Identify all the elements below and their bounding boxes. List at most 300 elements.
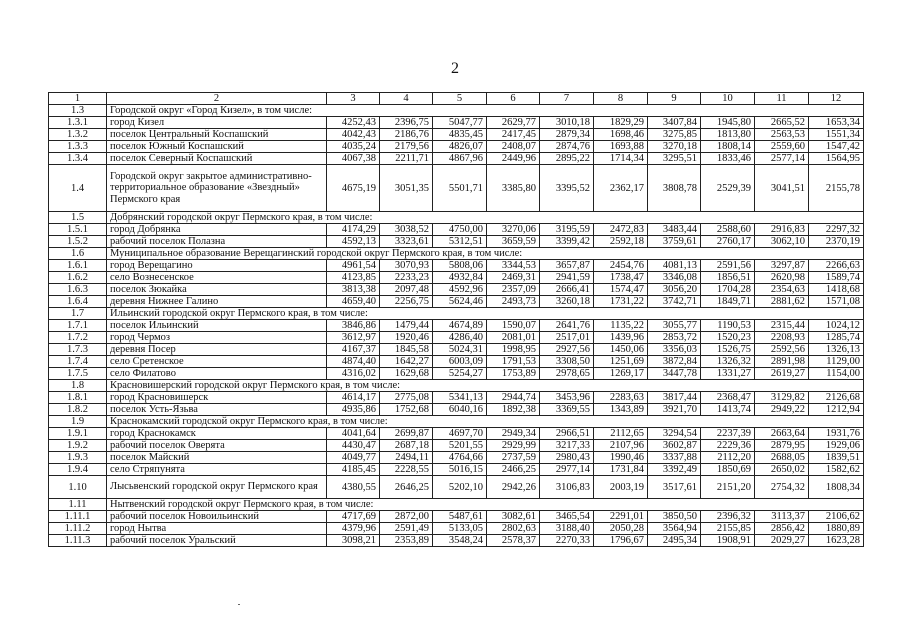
value-cell: 1574,47	[594, 284, 648, 296]
table-row	[49, 284, 864, 296]
value-cell: 1190,53	[701, 320, 755, 332]
value-cell: 2591,49	[380, 523, 433, 535]
value-cell: 5201,55	[433, 440, 487, 452]
row-name: поселок Южный Коспашский	[107, 141, 327, 153]
value-cell: 1564,95	[809, 153, 864, 165]
row-code: 1.3.4	[49, 153, 107, 165]
value-cell: 3010,18	[540, 117, 594, 129]
value-cell: 1931,76	[809, 428, 864, 440]
value-cell: 2619,27	[755, 368, 809, 380]
value-cell: 1731,84	[594, 464, 648, 476]
table-row	[49, 224, 864, 236]
value-cell: 3602,87	[648, 440, 701, 452]
table-row	[49, 153, 864, 165]
table-row	[49, 452, 864, 464]
value-cell: 1945,80	[701, 117, 755, 129]
value-cell: 2469,31	[487, 272, 540, 284]
value-cell: 4659,40	[327, 296, 380, 308]
value-cell: 2362,17	[594, 165, 648, 212]
value-cell: 2802,63	[487, 523, 540, 535]
value-cell: 1892,38	[487, 404, 540, 416]
value-cell: 2368,47	[701, 392, 755, 404]
value-cell: 2270,33	[540, 535, 594, 547]
value-cell: 2357,09	[487, 284, 540, 296]
value-cell: 3921,70	[648, 404, 701, 416]
row-code: 1.11	[49, 499, 107, 511]
value-cell: 3195,59	[540, 224, 594, 236]
value-cell: 2666,41	[540, 284, 594, 296]
value-cell: 1269,17	[594, 368, 648, 380]
value-cell: 2872,00	[380, 511, 433, 523]
section-title: Нытвенский городской округ Пермского края, в том числе:	[107, 499, 864, 511]
value-cell: 2097,48	[380, 284, 433, 296]
value-cell: 3564,94	[648, 523, 701, 535]
column-header: 12	[809, 93, 864, 105]
value-cell: 3323,61	[380, 236, 433, 248]
section-title: Красновишерский городской округ Пермского края, в том числе:	[107, 380, 864, 392]
row-name: село Вознесенское	[107, 272, 327, 284]
row-code: 1.5.2	[49, 236, 107, 248]
row-name: деревня Нижнее Галино	[107, 296, 327, 308]
table-row	[49, 368, 864, 380]
value-cell: 2107,96	[594, 440, 648, 452]
value-cell: 2408,07	[487, 141, 540, 153]
value-cell: 2699,87	[380, 428, 433, 440]
row-code: 1.7	[49, 308, 107, 320]
row-code: 1.7.4	[49, 356, 107, 368]
value-cell: 3041,51	[755, 165, 809, 212]
value-cell: 4717,69	[327, 511, 380, 523]
value-cell: 4961,54	[327, 260, 380, 272]
row-code: 1.9	[49, 416, 107, 428]
value-cell: 2396,75	[380, 117, 433, 129]
value-cell: 3062,10	[755, 236, 809, 248]
value-cell: 1326,32	[701, 356, 755, 368]
value-cell: 1212,94	[809, 404, 864, 416]
value-cell: 4035,24	[327, 141, 380, 153]
value-cell: 2916,83	[755, 224, 809, 236]
row-code: 1.3	[49, 105, 107, 117]
row-name: село Сретенское	[107, 356, 327, 368]
value-cell: 2112,65	[594, 428, 648, 440]
value-cell: 2629,77	[487, 117, 540, 129]
value-cell: 2775,08	[380, 392, 433, 404]
value-cell: 2494,11	[380, 452, 433, 464]
column-header: 8	[594, 93, 648, 105]
value-cell: 2353,89	[380, 535, 433, 547]
row-name: город Нытва	[107, 523, 327, 535]
table-row	[49, 272, 864, 284]
table-row	[49, 511, 864, 523]
value-cell: 2454,76	[594, 260, 648, 272]
row-code: 1.6.4	[49, 296, 107, 308]
value-cell: 4932,84	[433, 272, 487, 284]
row-code: 1.6.2	[49, 272, 107, 284]
value-cell: 2687,18	[380, 440, 433, 452]
value-cell: 4316,02	[327, 368, 380, 380]
value-cell: 3850,50	[648, 511, 701, 523]
value-cell: 2211,71	[380, 153, 433, 165]
value-cell: 1135,22	[594, 320, 648, 332]
row-code: 1.3.2	[49, 129, 107, 141]
column-header: 3	[327, 93, 380, 105]
section-title: Добрянский городской округ Пермского края, в том числе:	[107, 212, 864, 224]
row-name: село Стряпунята	[107, 464, 327, 476]
value-cell: 3872,84	[648, 356, 701, 368]
value-cell: 5202,10	[433, 476, 487, 499]
row-name: поселок Зюкайка	[107, 284, 327, 296]
value-cell: 2472,83	[594, 224, 648, 236]
section-row	[49, 416, 864, 428]
value-cell: 2229,36	[701, 440, 755, 452]
value-cell: 2449,96	[487, 153, 540, 165]
value-cell: 4874,40	[327, 356, 380, 368]
value-cell: 1551,34	[809, 129, 864, 141]
value-cell: 2874,76	[540, 141, 594, 153]
row-name: рабочий поселок Полазна	[107, 236, 327, 248]
value-cell: 5808,06	[433, 260, 487, 272]
value-cell: 4081,13	[648, 260, 701, 272]
value-cell: 2650,02	[755, 464, 809, 476]
value-cell: 3369,55	[540, 404, 594, 416]
value-cell: 3813,38	[327, 284, 380, 296]
value-cell: 2620,98	[755, 272, 809, 284]
row-code: 1.9.3	[49, 452, 107, 464]
value-cell: 1880,89	[809, 523, 864, 535]
row-code: 1.7.3	[49, 344, 107, 356]
value-cell: 4592,13	[327, 236, 380, 248]
value-cell: 4067,38	[327, 153, 380, 165]
scan-speck	[238, 604, 240, 605]
value-cell: 5341,13	[433, 392, 487, 404]
value-cell: 6040,16	[433, 404, 487, 416]
value-cell: 5254,27	[433, 368, 487, 380]
row-code: 1.6.1	[49, 260, 107, 272]
value-cell: 4674,89	[433, 320, 487, 332]
value-cell: 4123,85	[327, 272, 380, 284]
value-cell: 4167,37	[327, 344, 380, 356]
value-cell: 2592,56	[755, 344, 809, 356]
value-cell: 3407,84	[648, 117, 701, 129]
value-cell: 3356,03	[648, 344, 701, 356]
value-cell: 2895,22	[540, 153, 594, 165]
value-cell: 1704,28	[701, 284, 755, 296]
value-cell: 1479,44	[380, 320, 433, 332]
value-cell: 2297,32	[809, 224, 864, 236]
value-cell: 1589,74	[809, 272, 864, 284]
value-cell: 1808,34	[809, 476, 864, 499]
value-cell: 2155,85	[701, 523, 755, 535]
value-cell: 3548,24	[433, 535, 487, 547]
value-cell: 3742,71	[648, 296, 701, 308]
value-cell: 1752,68	[380, 404, 433, 416]
value-cell: 3129,82	[755, 392, 809, 404]
value-cell: 2591,56	[701, 260, 755, 272]
value-cell: 2354,63	[755, 284, 809, 296]
value-cell: 2256,75	[380, 296, 433, 308]
value-cell: 1808,14	[701, 141, 755, 153]
value-cell: 1623,28	[809, 535, 864, 547]
value-cell: 3308,50	[540, 356, 594, 368]
row-code: 1.11.2	[49, 523, 107, 535]
column-header: 11	[755, 93, 809, 105]
value-cell: 2112,20	[701, 452, 755, 464]
value-cell: 1813,80	[701, 129, 755, 141]
value-cell: 2495,34	[648, 535, 701, 547]
value-cell: 1998,95	[487, 344, 540, 356]
value-cell: 4049,77	[327, 452, 380, 464]
value-cell: 3113,37	[755, 511, 809, 523]
table-row	[49, 356, 864, 368]
value-cell: 1642,27	[380, 356, 433, 368]
value-cell: 3294,54	[648, 428, 701, 440]
table-row	[49, 236, 864, 248]
value-cell: 2966,51	[540, 428, 594, 440]
table-row	[49, 428, 864, 440]
value-cell: 1326,13	[809, 344, 864, 356]
table-row	[49, 476, 864, 499]
table-row	[49, 464, 864, 476]
value-cell: 4764,66	[433, 452, 487, 464]
value-cell: 2237,39	[701, 428, 755, 440]
value-cell: 3346,08	[648, 272, 701, 284]
value-cell: 2208,93	[755, 332, 809, 344]
value-cell: 4835,45	[433, 129, 487, 141]
table-row	[49, 332, 864, 344]
value-cell: 1920,46	[380, 332, 433, 344]
value-cell: 5016,15	[433, 464, 487, 476]
value-cell: 1833,46	[701, 153, 755, 165]
value-cell: 2466,25	[487, 464, 540, 476]
section-row	[49, 248, 864, 260]
section-row	[49, 212, 864, 224]
value-cell: 3395,52	[540, 165, 594, 212]
column-header: 1	[49, 93, 107, 105]
value-cell: 2081,01	[487, 332, 540, 344]
row-code: 1.4	[49, 165, 107, 212]
value-cell: 2517,01	[540, 332, 594, 344]
row-name: Городской округ закрытое административно-территориальное образование «Звездный» Пермского края	[107, 165, 327, 212]
value-cell: 2879,34	[540, 129, 594, 141]
value-cell: 1439,96	[594, 332, 648, 344]
value-cell: 4286,40	[433, 332, 487, 344]
value-cell: 4379,96	[327, 523, 380, 535]
value-cell: 2578,37	[487, 535, 540, 547]
value-cell: 2179,56	[380, 141, 433, 153]
row-name: рабочий поселок Оверята	[107, 440, 327, 452]
value-cell: 3038,52	[380, 224, 433, 236]
value-cell: 1129,00	[809, 356, 864, 368]
value-cell: 3217,33	[540, 440, 594, 452]
value-cell: 1024,12	[809, 320, 864, 332]
value-cell: 2737,59	[487, 452, 540, 464]
value-cell: 1526,75	[701, 344, 755, 356]
value-cell: 2186,76	[380, 129, 433, 141]
value-cell: 4935,86	[327, 404, 380, 416]
value-cell: 2003,19	[594, 476, 648, 499]
value-cell: 3612,97	[327, 332, 380, 344]
value-cell: 2646,25	[380, 476, 433, 499]
section-title: Ильинский городской округ Пермского края, в том числе:	[107, 308, 864, 320]
value-cell: 3808,78	[648, 165, 701, 212]
value-cell: 3260,18	[540, 296, 594, 308]
value-cell: 3297,87	[755, 260, 809, 272]
value-cell: 1839,51	[809, 452, 864, 464]
value-cell: 4185,45	[327, 464, 380, 476]
table-row	[49, 404, 864, 416]
value-cell: 1653,34	[809, 117, 864, 129]
value-cell: 2291,01	[594, 511, 648, 523]
value-cell: 2949,22	[755, 404, 809, 416]
row-code: 1.7.2	[49, 332, 107, 344]
value-cell: 1582,62	[809, 464, 864, 476]
value-cell: 1571,08	[809, 296, 864, 308]
value-cell: 2688,05	[755, 452, 809, 464]
value-cell: 3465,54	[540, 511, 594, 523]
value-cell: 1154,00	[809, 368, 864, 380]
value-cell: 3385,80	[487, 165, 540, 212]
value-cell: 4430,47	[327, 440, 380, 452]
value-cell: 2106,62	[809, 511, 864, 523]
table-row	[49, 129, 864, 141]
row-code: 1.9.2	[49, 440, 107, 452]
row-name: город Чермоз	[107, 332, 327, 344]
value-cell: 3055,77	[648, 320, 701, 332]
value-cell: 1590,07	[487, 320, 540, 332]
value-cell: 5624,46	[433, 296, 487, 308]
value-cell: 2942,26	[487, 476, 540, 499]
tariff-table	[48, 92, 864, 547]
value-cell: 3759,61	[648, 236, 701, 248]
value-cell: 2977,14	[540, 464, 594, 476]
table-row	[49, 117, 864, 129]
value-cell: 2396,32	[701, 511, 755, 523]
section-row	[49, 499, 864, 511]
value-cell: 2980,43	[540, 452, 594, 464]
value-cell: 2050,28	[594, 523, 648, 535]
value-cell: 3447,78	[648, 368, 701, 380]
value-cell: 4174,29	[327, 224, 380, 236]
value-cell: 2577,14	[755, 153, 809, 165]
value-cell: 2559,60	[755, 141, 809, 153]
value-cell: 2879,95	[755, 440, 809, 452]
value-cell: 1418,68	[809, 284, 864, 296]
row-name: город Краснокамск	[107, 428, 327, 440]
row-code: 1.11.3	[49, 535, 107, 547]
value-cell: 3517,61	[648, 476, 701, 499]
row-name: город Добрянка	[107, 224, 327, 236]
column-header: 2	[107, 93, 327, 105]
row-code: 1.10	[49, 476, 107, 499]
value-cell: 6003,09	[433, 356, 487, 368]
row-code: 1.3.1	[49, 117, 107, 129]
value-cell: 2978,65	[540, 368, 594, 380]
value-cell: 1285,74	[809, 332, 864, 344]
page-number: 2	[451, 60, 459, 77]
value-cell: 4380,55	[327, 476, 380, 499]
section-title: Краснокамский городской округ Пермского края, в том числе:	[107, 416, 864, 428]
value-cell: 1845,58	[380, 344, 433, 356]
value-cell: 3106,83	[540, 476, 594, 499]
value-cell: 2529,39	[701, 165, 755, 212]
value-cell: 1714,34	[594, 153, 648, 165]
value-cell: 2760,17	[701, 236, 755, 248]
value-cell: 4614,17	[327, 392, 380, 404]
value-cell: 5133,05	[433, 523, 487, 535]
value-cell: 2881,62	[755, 296, 809, 308]
value-cell: 3082,61	[487, 511, 540, 523]
value-cell: 1629,68	[380, 368, 433, 380]
value-cell: 4697,70	[433, 428, 487, 440]
table-row	[49, 320, 864, 332]
value-cell: 1908,91	[701, 535, 755, 547]
row-name: город Красновишерск	[107, 392, 327, 404]
value-cell: 4826,07	[433, 141, 487, 153]
table-row	[49, 260, 864, 272]
value-cell: 2266,63	[809, 260, 864, 272]
value-cell: 2283,63	[594, 392, 648, 404]
row-name: поселок Усть-Язьва	[107, 404, 327, 416]
value-cell: 5312,51	[433, 236, 487, 248]
section-title: Муниципальное образование Верещагинский городской округ Пермского края, в том числе:	[107, 248, 864, 260]
value-cell: 3188,40	[540, 523, 594, 535]
column-header: 5	[433, 93, 487, 105]
section-row	[49, 105, 864, 117]
value-cell: 2665,52	[755, 117, 809, 129]
value-cell: 2370,19	[809, 236, 864, 248]
table-row	[49, 440, 864, 452]
value-cell: 1698,46	[594, 129, 648, 141]
value-cell: 2592,18	[594, 236, 648, 248]
row-name: рабочий поселок Уральский	[107, 535, 327, 547]
value-cell: 3392,49	[648, 464, 701, 476]
value-cell: 1990,46	[594, 452, 648, 464]
section-row	[49, 380, 864, 392]
column-header: 6	[487, 93, 540, 105]
value-cell: 2754,32	[755, 476, 809, 499]
value-cell: 2891,98	[755, 356, 809, 368]
value-cell: 2588,60	[701, 224, 755, 236]
value-cell: 4750,00	[433, 224, 487, 236]
row-name: город Верещагино	[107, 260, 327, 272]
row-code: 1.8.1	[49, 392, 107, 404]
value-cell: 1850,69	[701, 464, 755, 476]
value-cell: 1251,69	[594, 356, 648, 368]
value-cell: 2941,59	[540, 272, 594, 284]
column-header: 10	[701, 93, 755, 105]
value-cell: 1849,71	[701, 296, 755, 308]
value-cell: 2949,34	[487, 428, 540, 440]
value-cell: 3453,96	[540, 392, 594, 404]
value-cell: 1331,27	[701, 368, 755, 380]
value-cell: 3337,88	[648, 452, 701, 464]
table-row	[49, 523, 864, 535]
value-cell: 2151,20	[701, 476, 755, 499]
value-cell: 5024,31	[433, 344, 487, 356]
row-code: 1.6.3	[49, 284, 107, 296]
value-cell: 1753,89	[487, 368, 540, 380]
value-cell: 1413,74	[701, 404, 755, 416]
value-cell: 2663,64	[755, 428, 809, 440]
column-header: 7	[540, 93, 594, 105]
value-cell: 3056,20	[648, 284, 701, 296]
section-row	[49, 308, 864, 320]
value-cell: 4252,43	[327, 117, 380, 129]
value-cell: 1796,67	[594, 535, 648, 547]
section-title: Городской округ «Город Кизел», в том числе:	[107, 105, 864, 117]
table-header-row	[49, 93, 864, 105]
value-cell: 4675,19	[327, 165, 380, 212]
